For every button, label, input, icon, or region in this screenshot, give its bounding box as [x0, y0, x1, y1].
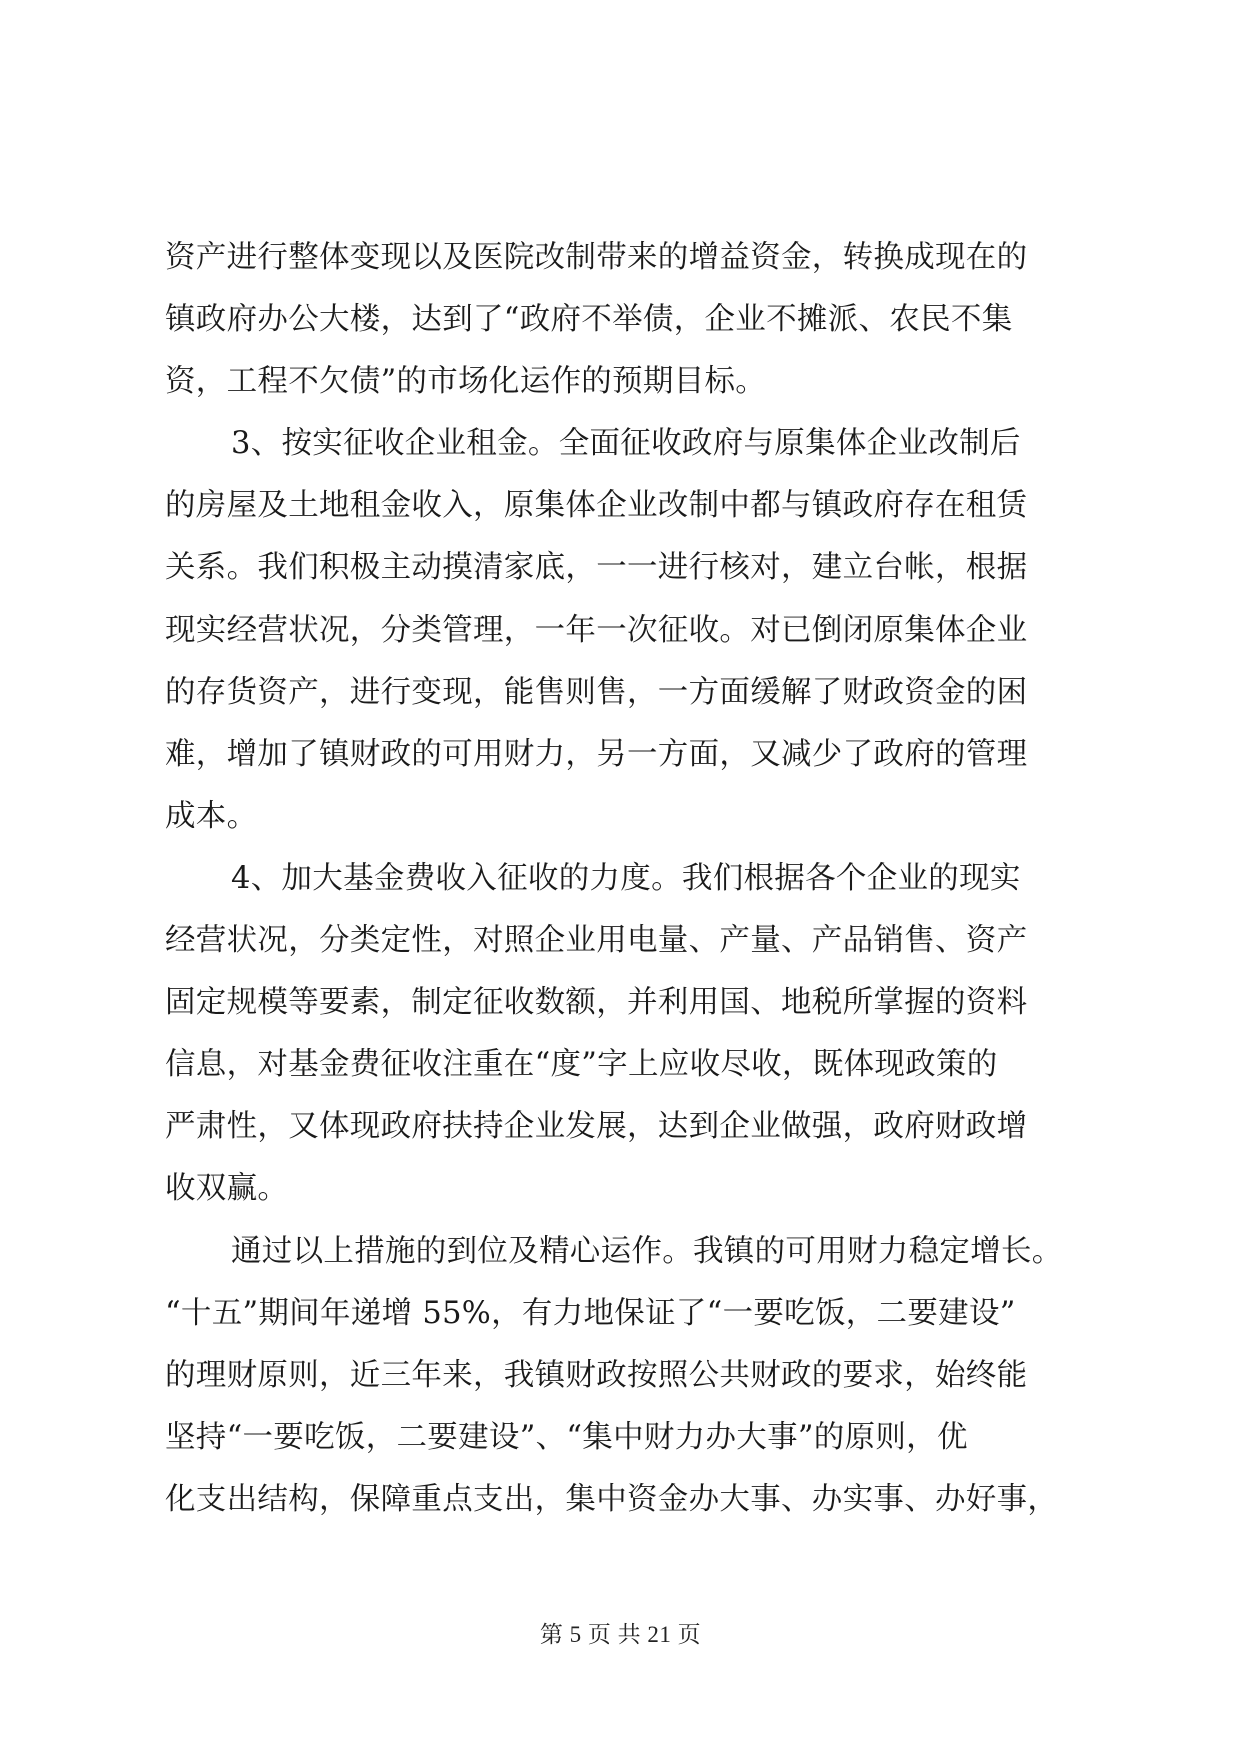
paragraph-start-line: 3、按实征收企业租金。全面征收政府与原集体企业改制后 [231, 426, 1021, 462]
text-line: 难，增加了镇财政的可用财力，另一方面，又减少了政府的管理 [165, 736, 1028, 772]
page-number-footer: 第 5 页 共 21 页 [539, 1622, 702, 1647]
text-line: 化支出结构，保障重点支出，集中资金办大事、办实事、办好事， [165, 1481, 1059, 1517]
paragraph-start-line: 4、加大基金费收入征收的力度。我们根据各个企业的现实 [231, 860, 1021, 896]
text-line: 收双赢。 [165, 1171, 289, 1207]
text-line: 资，工程不欠债”的市场化运作的预期目标。 [165, 364, 767, 400]
text-line: “十五”期间年递增 55%，有力地保证了“一要吃饭，二要建设” [165, 1295, 1016, 1331]
text-line: 现实经营状况，分类管理，一年一次征收。对已倒闭原集体企业 [165, 612, 1028, 648]
text-line: 固定规模等要素，制定征收数额，并利用国、地税所掌握的资料 [165, 985, 1028, 1021]
text-line: 关系。我们积极主动摸清家底，一一进行核对，建立台帐，根据 [165, 550, 1028, 586]
text-line: 的存货资产，进行变现，能售则售，一方面缓解了财政资金的困 [165, 674, 1028, 710]
body-text [165, 227, 1090, 1531]
paragraph-start-line: 通过以上措施的到位及精心运作。我镇的可用财力稳定增长。 [231, 1233, 1063, 1269]
text-line: 坚持“一要吃饭，二要建设”、“集中财力办大事”的原则，优 [165, 1419, 968, 1455]
text-line: 资产进行整体变现以及医院改制带来的增益资金，转换成现在的 [165, 240, 1028, 275]
text-line: 经营状况，分类定性，对照企业用电量、产量、产品销售、资产 [165, 923, 1028, 959]
text-line: 的理财原则，近三年来，我镇财政按照公共财政的要求，始终能 [165, 1357, 1028, 1393]
text-line: 成本。 [165, 798, 258, 834]
text-line: 严肃性，又体现政府扶持企业发展，达到企业做强，政府财政增 [165, 1109, 1028, 1145]
text-line: 信息，对基金费征收注重在“度”字上应收尽收，既体现政策的 [165, 1047, 998, 1083]
text-line: 的房屋及土地租金收入，原集体企业改制中都与镇政府存在租赁 [165, 488, 1028, 524]
text-line: 镇政府办公大楼，达到了“政府不举债，企业不摊派、农民不集 [165, 302, 1013, 338]
